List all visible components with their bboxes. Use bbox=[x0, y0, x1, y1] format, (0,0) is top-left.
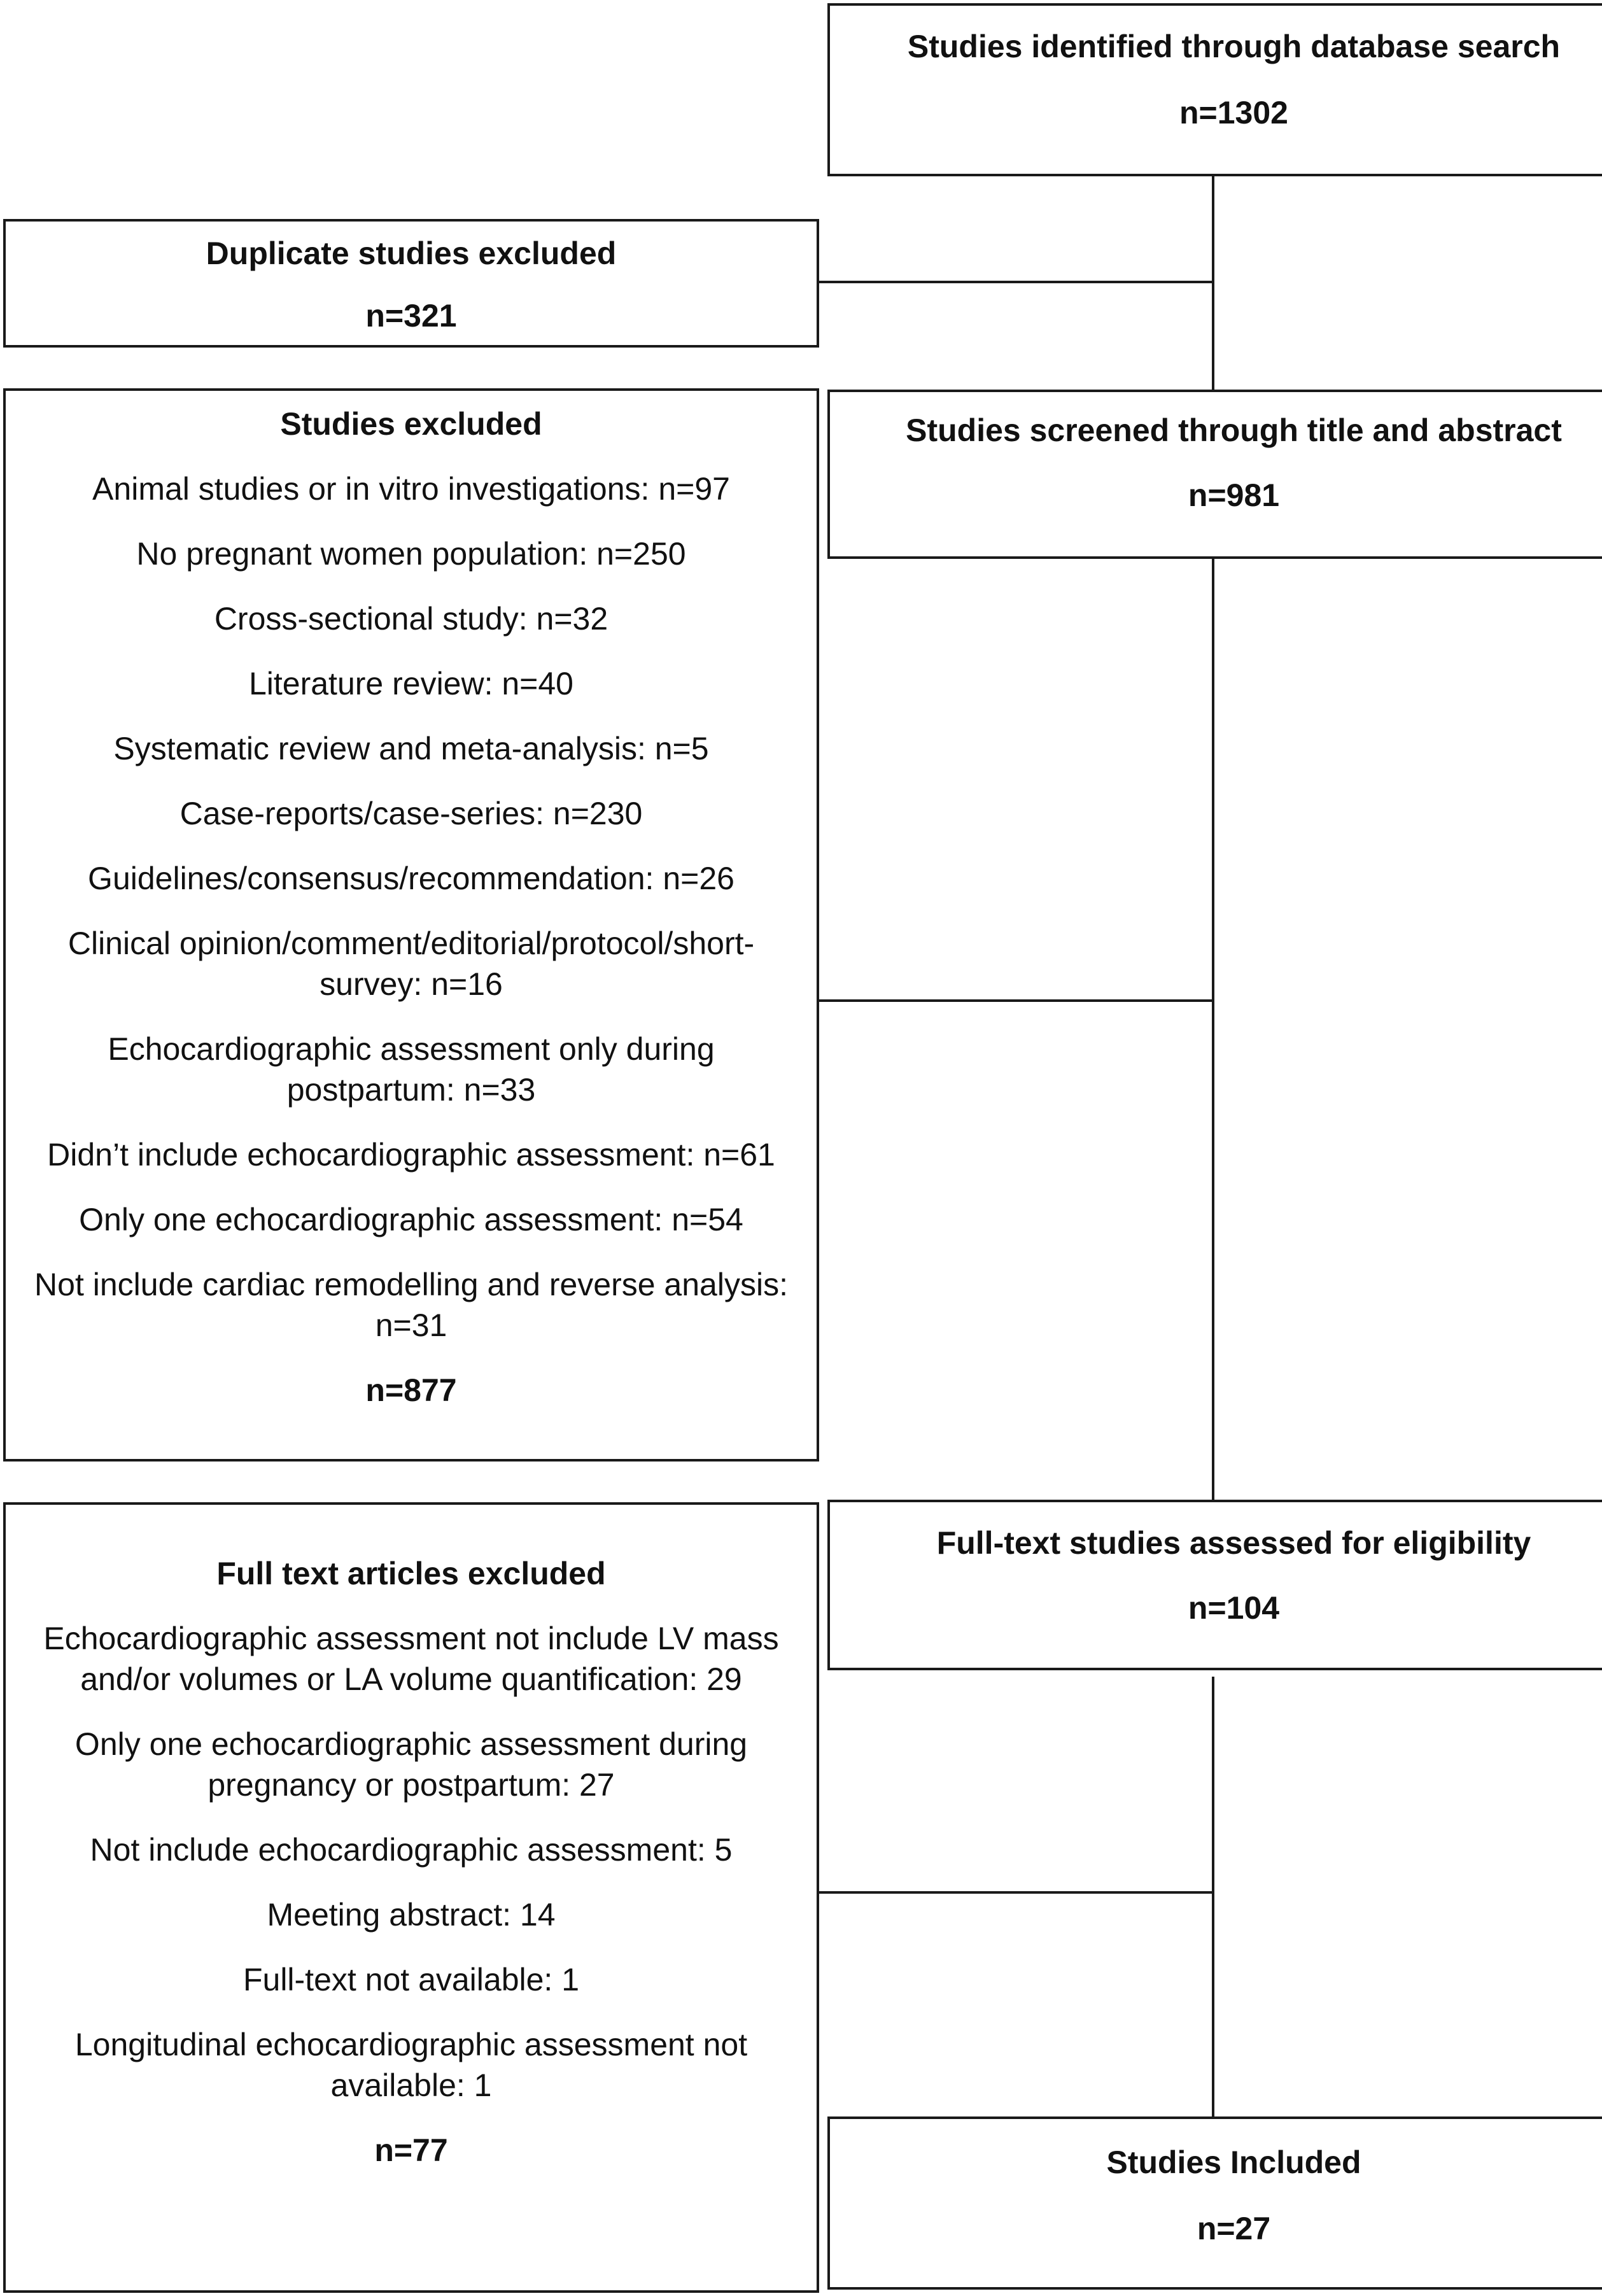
fulltext-exclusion-reason: Only one echocardiographic assessment during pregnancy or postpartum: 27 bbox=[74, 1726, 748, 1803]
included-box bbox=[827, 2116, 1602, 2290]
fulltext-exclusion-reason: Full-text not available: 1 bbox=[242, 1962, 580, 1997]
connector-screened-to-fulltext bbox=[1212, 559, 1214, 1500]
fulltext-exclusion-reason: Meeting abstract: 14 bbox=[267, 1897, 556, 1933]
exclusion-reason: Case-reports/case-series: n=230 bbox=[179, 796, 643, 831]
fulltext-excluded-box bbox=[3, 1502, 819, 2293]
identified-box bbox=[827, 3, 1602, 176]
fulltext-exclusion-reason: Not include echocardiographic assessment: 5 bbox=[90, 1832, 733, 1868]
connector-excluded-branch bbox=[819, 999, 1214, 1002]
exclusion-reason: Literature review: n=40 bbox=[248, 666, 573, 701]
studies-excluded-box bbox=[3, 388, 819, 1461]
connector-fulltext-to-included bbox=[1212, 1677, 1214, 2116]
screened-title: Studies screened through title and abstract bbox=[906, 412, 1562, 448]
exclusion-reason: Systematic review and meta-analysis: n=5 bbox=[113, 731, 709, 766]
fulltext-assessed-title: Full-text studies assessed for eligibility bbox=[936, 1525, 1531, 1561]
included-title: Studies Included bbox=[1106, 2145, 1361, 2180]
studies-excluded-count: n=877 bbox=[365, 1372, 457, 1408]
exclusion-reason: Not include cardiac remodelling and reverse analysis: n=31 bbox=[34, 1267, 788, 1343]
identified-title: Studies identified through database search bbox=[907, 29, 1561, 64]
duplicates-title: Duplicate studies excluded bbox=[206, 236, 617, 271]
screened-box bbox=[827, 390, 1602, 559]
connector-fulltext-excluded-branch bbox=[819, 1891, 1214, 1894]
included-count: n=27 bbox=[1197, 2211, 1271, 2246]
exclusion-reason: Echocardiographic assessment only during postpartum: n=33 bbox=[108, 1031, 715, 1108]
fulltext-excluded-title: Full text articles excluded bbox=[216, 1556, 606, 1591]
exclusion-reason: Animal studies or in vitro investigations: n=97 bbox=[92, 471, 730, 507]
fulltext-exclusion-reason: Longitudinal echocardiographic assessment not available: 1 bbox=[74, 2027, 748, 2103]
duplicates-count: n=321 bbox=[365, 298, 457, 334]
fulltext-exclusion-reason: Echocardiographic assessment not include LV mass and/or volumes or LA volume quantification: 29 bbox=[43, 1621, 779, 1697]
fulltext-assessed-count: n=104 bbox=[1188, 1590, 1280, 1626]
fulltext-assessed-box bbox=[827, 1500, 1602, 1670]
identified-count: n=1302 bbox=[1179, 95, 1288, 130]
exclusion-reason: Guidelines/consensus/recommendation: n=26 bbox=[88, 861, 734, 896]
exclusion-reason: Only one echocardiographic assessment: n=54 bbox=[79, 1202, 743, 1237]
screened-count: n=981 bbox=[1188, 477, 1280, 513]
exclusion-reason: Clinical opinion/comment/editorial/protocol/short-survey: n=16 bbox=[67, 926, 755, 1002]
exclusion-reason: No pregnant women population: n=250 bbox=[136, 536, 686, 572]
fulltext-excluded-count: n=77 bbox=[374, 2132, 448, 2168]
exclusion-reason: Cross-sectional study: n=32 bbox=[214, 601, 608, 637]
connector-duplicates-branch bbox=[819, 281, 1214, 283]
studies-excluded-title: Studies excluded bbox=[280, 406, 542, 442]
duplicates-excluded-box bbox=[3, 219, 819, 348]
exclusion-reason: Didn’t include echocardiographic assessment: n=61 bbox=[47, 1137, 775, 1173]
